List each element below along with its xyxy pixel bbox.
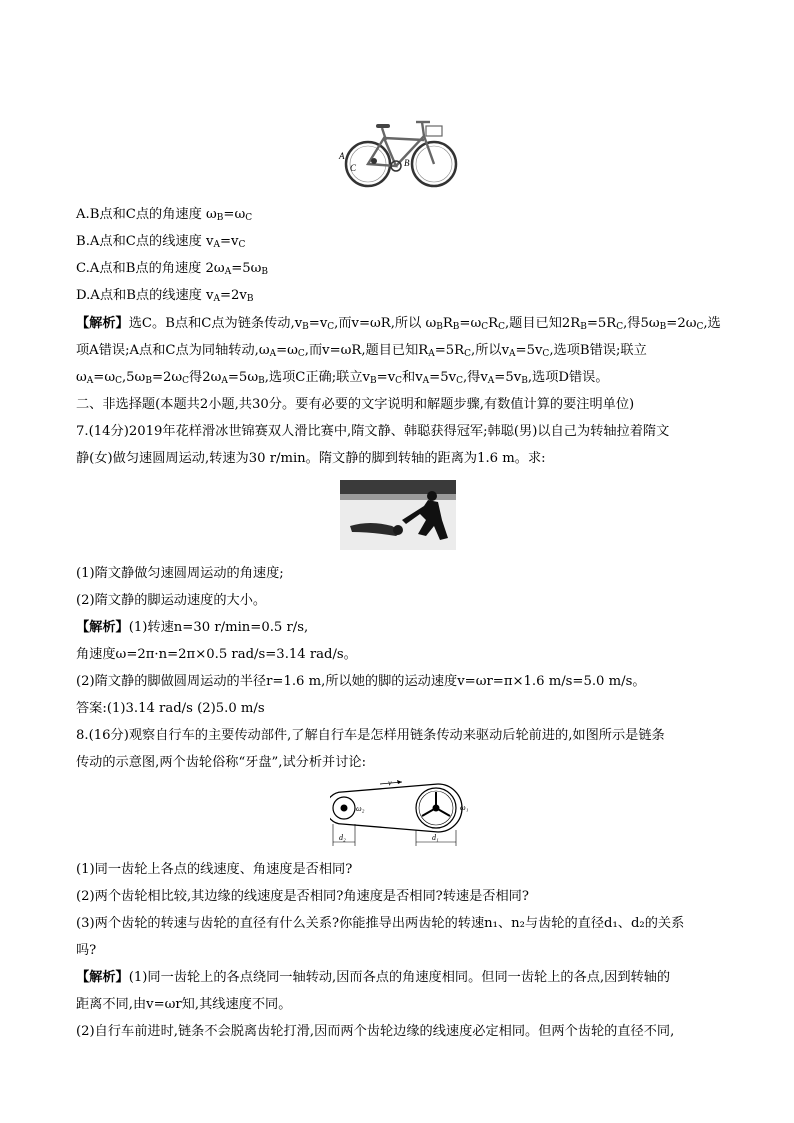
q7-a3: (2)隋文静的脚做圆周运动的半径r=1.6 m,所以她的脚的运动速度v=ωr=π×1.6 m/s=5.0 m/s。 [76,674,646,689]
bicycle-label-c: C [350,163,357,173]
option-a: A.B点和C点的角速度 $\omega_B=\omega_C$ [76,207,253,223]
q8-a2: 距离不同,由v=ωr知,其线速度不同。 [76,997,292,1012]
omega2-label: ω₂ [356,804,365,813]
q7-a2: 角速度ω=2π·n=2π×0.5 rad/s=3.14 rad/s。 [76,647,357,662]
large-sprocket [416,788,456,828]
q8-analysis-tag: 【解析】 [76,970,129,985]
analysis6-line1: 【解析】选C。B点和C点为链条传动$,v_B=v_C$,而v=ωR,所以 $\omega_BR_B=\omega_CR_C$,题目已知$2R_B=5R_C$,得$5\omega_B=2\omega_C$,选 [76,316,721,332]
q7-analysis-line1 [76,619,308,637]
q7-line2: 静(女)做匀速圆周运动,转速为30 r/min。隋文静的脚到转轴的距离为1.6 m。求: [76,451,546,466]
q8-sub1: (1)同一齿轮上各点的线速度、角速度是否相同? [76,862,353,877]
q7-a1: (1)转速n=30 r/min=0.5 r/s, [128,620,309,635]
d2-label: d₂ [339,833,346,842]
q8-a3: (2)自行车前进时,链条不会脱离齿轮打滑,因而两个齿轮边缘的线速度必定相同。但两个齿轮的直径不同, [76,1024,675,1039]
analysis-tag: 【解析】 [76,316,129,331]
option-b: B.A点和C点的线速度 $v_A=v_C$ [76,234,246,250]
small-sprocket [333,797,355,819]
velocity-label: v [388,780,392,788]
q7-line1: 7.(14分)2019年花样滑冰世锦赛双人滑比赛中,隋文静、韩聪获得冠军;韩聪(男)以自己为转轴拉着隋文 [76,424,670,439]
analysis6-line2: 项A错误;A点和C点为同轴转动$,\omega_A=\omega_C$,而v=ωR,题目已知$R_A=5R_C$,所以$v_A=5v_C$,选项B错误;联立 [76,343,647,359]
q8-line1: 8.(16分)观察自行车的主要传动部件,了解自行车是怎样用链条传动来驱动后轮前进的,如图所示是链条 [76,728,665,743]
q8-sub2: (2)两个齿轮相比较,其边缘的线速度是否相同?角速度是否相同?转速是否相同? [76,889,529,904]
bicycle-label-b: B [404,158,410,168]
q8-line2: 传动的示意图,两个齿轮俗称“牙盘”,试分析并讨论: [76,755,367,770]
q8-sub3a: (3)两个齿轮的转速与齿轮的直径有什么关系?你能推导出两齿轮的转速n₁、n₂与齿轮的直径d₁、d₂的关系 [76,916,685,931]
bicycle-figure [338,114,462,188]
bicycle-label-a: A [339,151,345,161]
option-d: D.A点和B点的线速度 $v_A=2v_B$ [76,288,254,304]
q7-analysis-tag: 【解析】 [76,620,129,635]
q8-sub3b: 吗? [76,943,97,958]
bicycle-saddle [376,124,390,128]
section2-heading: 二、非选择题(本题共2小题,共30分。要有必要的文字说明和解题步骤,有数值计算的要注明单位) [76,397,635,412]
omega1-label: ω₁ [460,803,469,812]
q7-sub1: (1)隋文静做匀速圆周运动的角速度; [76,566,284,581]
chain-bottom [342,824,438,832]
q8-analysis-line1 [76,969,670,987]
skating-photo [340,480,456,550]
analysis6-line3: $\omega_A=\omega_C,5\omega_B=2\omega_C$得$2\omega_A=5\omega_B$,选项C正确;联立$v_B=v_C$和$v_A=5v_C$,得$v_A=5v_B$,选项D错误。 [76,370,609,386]
d1-label: d₁ [432,833,439,842]
q7-sub2: (2)隋文静的脚运动速度的大小。 [76,593,267,608]
bicycle-basket [426,126,442,136]
q8-a1: (1)同一齿轮上的各点绕同一轴转动,因而各点的角速度相同。但同一齿轮上的各点,因到转轴的 [128,970,671,985]
q7-answer: 答案:(1)3.14 rad/s (2)5.0 m/s [76,701,265,716]
option-c: C.A点和B点的角速度 $2\omega_A=5\omega_B$ [76,261,269,277]
chain-drive-diagram [330,780,476,850]
